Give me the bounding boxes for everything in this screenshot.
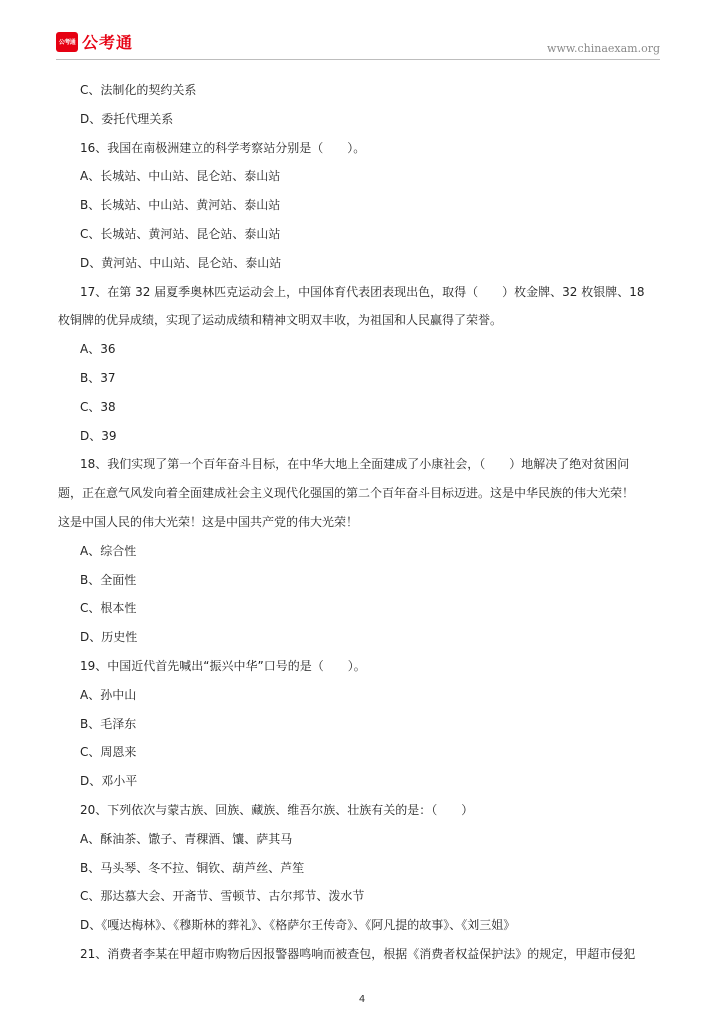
site-url: www.chinaexam.org [547,42,660,55]
header-divider [56,59,660,60]
answer-option: B、毛泽东 [80,716,137,731]
answer-option: D、委托代理关系 [80,111,174,126]
answer-option: D、《嘎达梅林》、《穆斯林的葬礼》、《格萨尔王传奇》、《阿凡提的故事》、《刘三姐》 [80,918,516,933]
page-header [0,0,724,70]
answer-option: D、历史性 [80,630,138,645]
answer-option: B、长城站、中山站、黄河站、泰山站 [80,198,281,213]
answer-option: A、长城站、中山站、昆仑站、泰山站 [80,169,281,184]
answer-option: C、38 [80,399,116,414]
logo-badge: 公考通 [56,32,78,52]
answer-option: C、周恩来 [80,745,137,760]
answer-option: A、综合性 [80,543,137,558]
page-number: 4 [358,994,366,1005]
answer-option: C、那达慕大会、开斋节、雪顿节、古尔邦节、泼水节 [80,889,365,904]
answer-option: B、马头琴、冬不拉、铜钦、葫芦丝、芦笙 [80,860,305,875]
question-line: 16、我国在南极洲建立的科学考察站分别是（ ）。 [80,140,366,155]
logo [56,30,133,53]
answer-option: B、全面性 [80,572,137,587]
answer-option: C、长城站、黄河站、昆仑站、泰山站 [80,226,281,241]
question-continuation: 枚铜牌的优异成绩，实现了运动成绩和精神文明双丰收，为祖国和人民赢得了荣誉。 [58,313,503,328]
question-line: 21、消费者李某在甲超市购物后因报警器鸣响而被查包，根据《消费者权益保护法》的规定，甲超市侵犯 [80,946,636,961]
answer-option: B、37 [80,370,116,385]
question-line: 18、我们实现了第一个百年奋斗目标，在中华大地上全面建成了小康社会，（ ）地解决了绝对贫困问 [80,457,630,472]
question-continuation: 题，正在意气风发向着全面建成社会主义现代化强国的第二个百年奋斗目标迈进。这是中华民族的伟大光荣！ [58,486,635,501]
question-continuation: 这是中国人民的伟大光荣！这是中国共产党的伟大光荣！ [58,514,359,529]
answer-option: A、孙中山 [80,687,137,702]
answer-option: D、黄河站、中山站、昆仑站、泰山站 [80,255,282,270]
document-body [58,76,670,969]
answer-option: D、39 [80,428,117,443]
answer-option: C、根本性 [80,601,137,616]
answer-option: A、36 [80,342,116,357]
question-line: 17、在第 32 届夏季奥林匹克运动会上，中国体育代表团表现出色，取得（ ）枚金牌、32 枚银牌、18 [80,284,645,299]
answer-option: C、法制化的契约关系 [80,83,197,97]
question-line: 19、中国近代首先喊出“振兴中华”口号的是（ ）。 [80,658,366,673]
question-line: 20、下列依次与蒙古族、回族、藏族、维吾尔族、壮族有关的是：（ ） [80,802,474,817]
logo-text: 公考通 [82,33,134,52]
answer-option: A、酥油茶、馓子、青稞酒、馕、萨其马 [80,831,293,846]
answer-option: D、邓小平 [80,774,138,789]
